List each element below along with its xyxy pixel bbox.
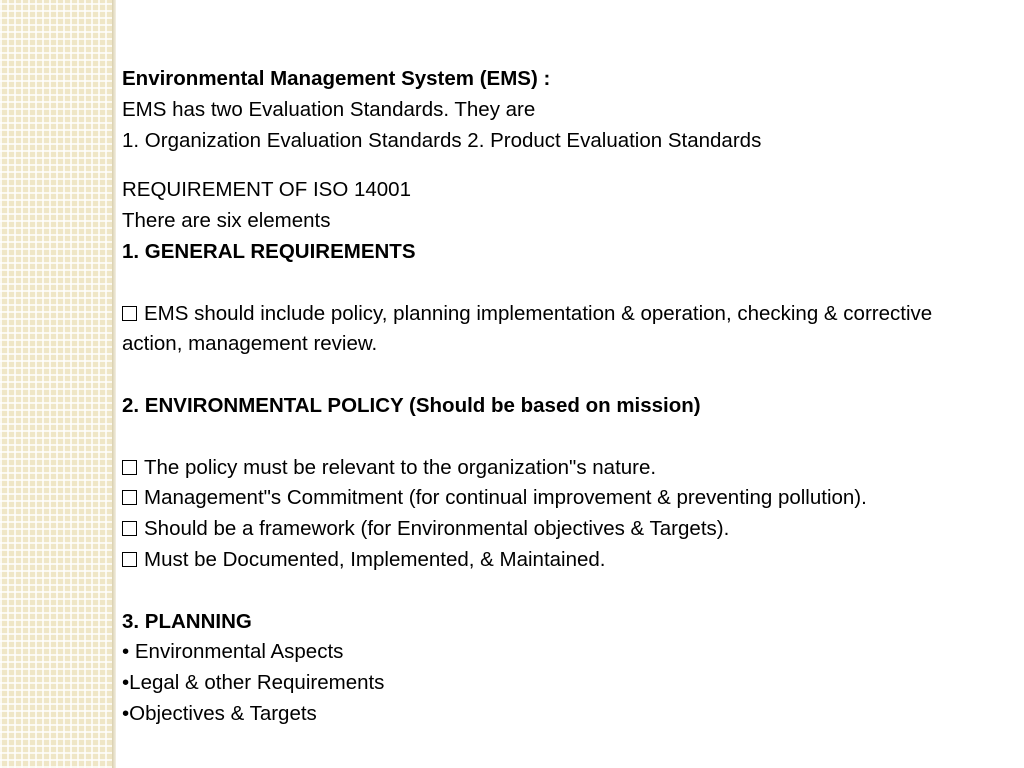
spacer [122, 156, 982, 175]
section-general-heading: 1. GENERAL REQUIREMENTS [122, 239, 416, 263]
slide-content [122, 64, 982, 730]
bullet-item [122, 545, 982, 576]
decorative-side-strip [0, 0, 112, 768]
bullet-text: EMS should include policy, planning implementation & operation, checking & corrective action, management review. [122, 301, 933, 356]
checkbox-square-icon [122, 460, 137, 475]
section-planning-heading: 3. PLANNING [122, 609, 252, 633]
spacer [122, 422, 982, 453]
spacer [122, 360, 982, 391]
iso-title: REQUIREMENT OF ISO 14001 [122, 178, 411, 202]
bullet-item [122, 453, 982, 484]
bullet-text: The policy must be relevant to the organization"s nature. [144, 455, 657, 479]
ems-standards: 1. Organization Evaluation Standards 2. Product Evaluation Standards [122, 128, 762, 152]
bullet-item [122, 514, 982, 545]
list-item: •Legal & other Requirements [122, 671, 385, 695]
bullet-item [122, 299, 982, 361]
section-policy-heading: 2. ENVIRONMENTAL POLICY (Should be based on mission) [122, 393, 701, 417]
checkbox-square-icon [122, 552, 137, 567]
list-item: • Environmental Aspects [122, 640, 344, 664]
spacer [122, 268, 982, 299]
checkbox-square-icon [122, 490, 137, 505]
iso-subtitle: There are six elements [122, 209, 331, 233]
checkbox-square-icon [122, 521, 137, 536]
bullet-text: Management"s Commitment (for continual improvement & preventing pollution). [144, 486, 867, 510]
spacer [122, 576, 982, 607]
bullet-text: Must be Documented, Implemented, & Maintained. [144, 547, 606, 571]
ems-title: Environmental Management System (EMS) : [122, 67, 551, 90]
checkbox-square-icon [122, 306, 137, 321]
bullet-item [122, 483, 982, 514]
side-strip-edge [112, 0, 116, 768]
bullet-text: Should be a framework (for Environmental objectives & Targets). [144, 517, 730, 541]
ems-intro: EMS has two Evaluation Standards. They are [122, 97, 536, 121]
list-item: •Objectives & Targets [122, 701, 317, 725]
